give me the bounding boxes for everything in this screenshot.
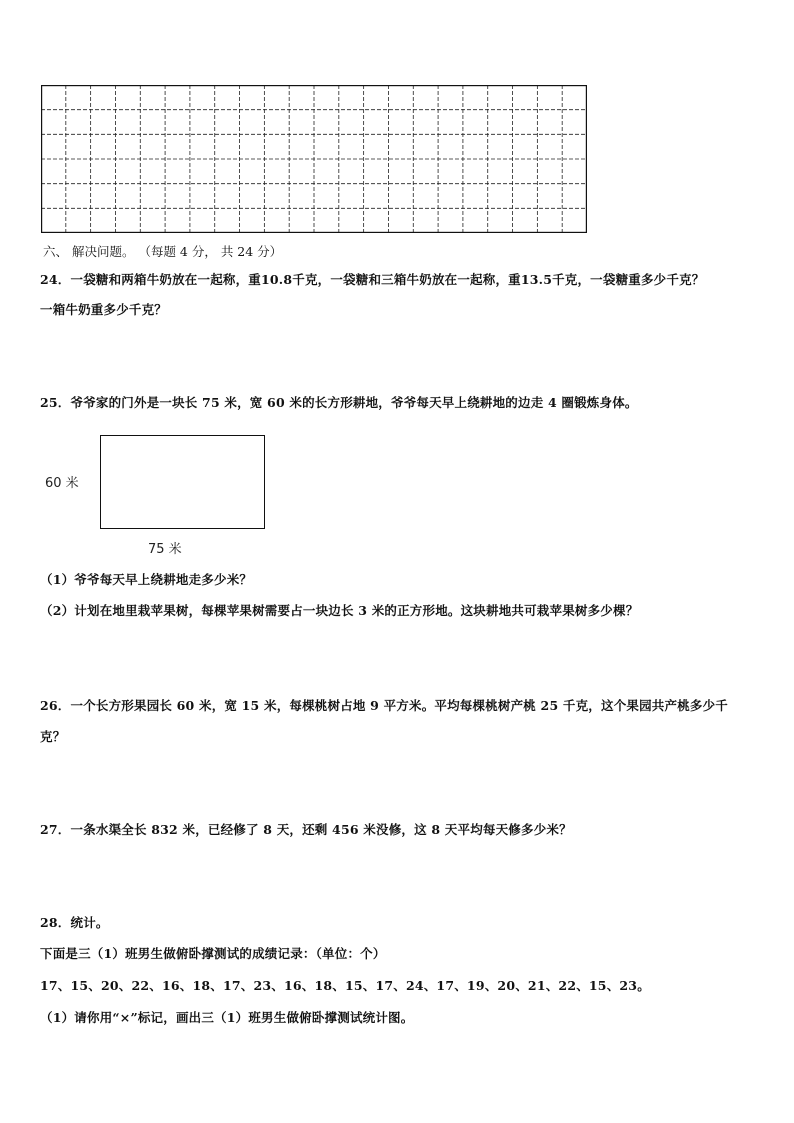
question-26-line1: 26．一个长方形果园长 60 米，宽 15 米，每棵桃树占地 9 平方米。平均每棵桃树产桃 25 千克，这个果园共产桃多少千 <box>40 698 728 713</box>
question-25-sub1: （1）爷爷每天早上绕耕地走多少米？ <box>40 572 253 587</box>
question-28-data: 17、15、20、22、16、18、17、23、16、18、15、17、24、17、19、20、21、22、15、23。 <box>40 978 650 993</box>
question-28-intro: 下面是三（1）班男生做俯卧撑测试的成绩记录：（单位：个） <box>40 946 386 961</box>
figure-width-label: 75 米 <box>148 542 182 557</box>
question-24-line1: 24．一袋糖和两箱牛奶放在一起称，重10.8千克，一袋糖和三箱牛奶放在一起称，重13.5千克，一袋糖重多少千克？ <box>40 272 705 287</box>
question-27-line1: 27．一条水渠全长 832 米，已经修了 8 天，还剩 456 米没修，这 8 天平均每天修多少米？ <box>40 822 572 837</box>
question-24-line2: 一箱牛奶重多少千克？ <box>40 302 168 317</box>
question-25-sub2: （2）计划在地里栽苹果树，每棵苹果树需要占一块边长 3 米的正方形地。这块耕地共可栽苹果树多少棵？ <box>40 603 639 618</box>
question-28-sub1: （1）请你用“×”标记，画出三（1）班男生做俯卧撑测试统计图。 <box>40 1010 414 1025</box>
field-rectangle-figure <box>100 435 265 529</box>
answer-grid-lines <box>41 85 587 233</box>
question-26-line2: 克？ <box>40 729 66 744</box>
answer-grid <box>41 85 587 233</box>
question-25-line1: 25．爷爷家的门外是一块长 75 米，宽 60 米的长方形耕地，爷爷每天早上绕耕地的边走 4 圈锻炼身体。 <box>40 395 638 410</box>
question-28-title: 28．统计。 <box>40 915 109 930</box>
figure-height-label: 60 米 <box>45 476 79 491</box>
section-title: 六、 解决问题。 （每题 4 分， 共 24 分） <box>43 244 283 259</box>
